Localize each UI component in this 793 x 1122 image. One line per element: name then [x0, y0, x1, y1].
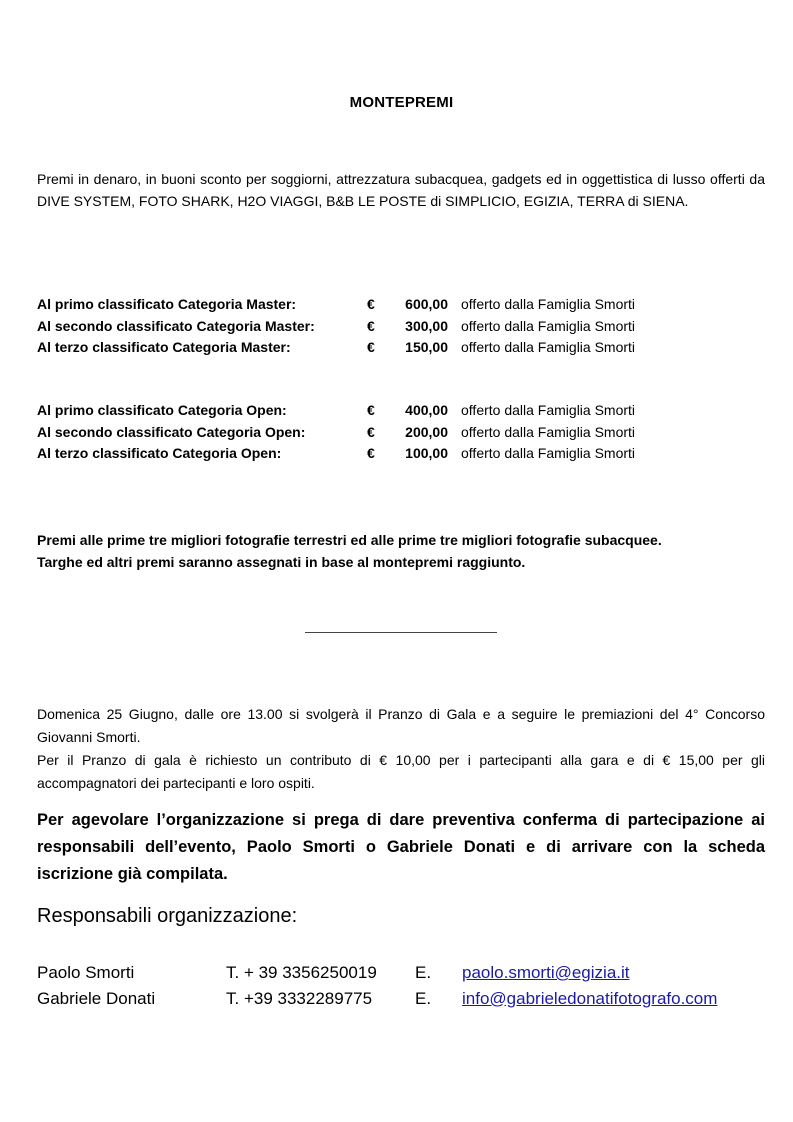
prize-label: Al terzo classificato Categoria Master: — [37, 339, 291, 355]
prize-row-master-3 — [37, 339, 777, 361]
photo-prizes-line-2: Targhe ed altri premi saranno assegnati in base al montepremi raggiunto. — [37, 553, 526, 570]
currency-symbol: € — [367, 317, 375, 334]
photo-prizes-line-1: Premi alle prime tre migliori fotografie terrestri ed alle prime tre migliori fotografie subacquee. — [37, 532, 662, 548]
confirmation-notice: Per agevolare l’organizzazione si prega di dare preventiva conferma di partecipazione ai responsabili dell’evento, Paolo Smorti o Gabriele Donati e di arrivare con la scheda iscrizione già compilata. — [37, 811, 765, 883]
prize-row-open-1 — [37, 402, 777, 424]
prize-row-master-1 — [37, 296, 777, 318]
prize-amount: 400,00 — [405, 402, 448, 418]
currency-symbol: € — [367, 423, 375, 440]
contact-name: Paolo Smorti — [37, 963, 135, 982]
contact-phone: T. +39 3332289775 — [226, 988, 373, 1008]
prize-donor: offerto dalla Famiglia Smorti — [461, 296, 636, 312]
prize-label: Al primo classificato Categoria Master: — [37, 296, 297, 312]
prize-donor: offerto dalla Famiglia Smorti — [461, 445, 636, 461]
prize-row-master-2 — [37, 318, 777, 340]
contact-name: Gabriele Donati — [37, 988, 156, 1008]
contact-email-link[interactable]: paolo.smorti@egizia.it — [462, 963, 630, 982]
prize-amount: 300,00 — [405, 317, 448, 334]
prizes-master-list — [37, 296, 777, 361]
prizes-open-list — [37, 402, 777, 467]
contact-row — [37, 989, 777, 1015]
prize-label: Al primo classificato Categoria Open: — [37, 402, 287, 418]
prize-amount: 200,00 — [405, 423, 448, 440]
contacts-list — [37, 963, 777, 1014]
section-divider — [305, 632, 497, 633]
gala-paragraph-2: Per il Pranzo di gala è richiesto un contributo di € 10,00 per i partecipanti alla gara e di € 15,00 per gli accompagnatori dei partecipanti e loro ospiti. — [37, 752, 765, 791]
gala-paragraph-1: Domenica 25 Giugno, dalle ore 13.00 si svolgerà il Pranzo di Gala e a seguire le premiazioni del 4° Concorso Giovanni Smorti. — [37, 706, 765, 745]
photo-prizes-note — [37, 530, 777, 573]
prize-amount: 150,00 — [405, 339, 448, 355]
page-title: MONTEPREMI — [349, 94, 454, 111]
organizers-heading: Responsabili organizzazione: — [37, 905, 298, 927]
contact-email-link[interactable]: info@gabrieledonatifotografo.com — [462, 988, 718, 1008]
contact-row — [37, 963, 777, 989]
prize-amount: 600,00 — [405, 296, 448, 312]
currency-symbol: € — [367, 296, 375, 312]
prize-row-open-3 — [37, 445, 777, 467]
prize-donor: offerto dalla Famiglia Smorti — [461, 402, 636, 418]
email-label: E. — [415, 988, 432, 1008]
currency-symbol: € — [367, 445, 375, 461]
contact-phone: T. + 39 3356250019 — [226, 963, 377, 982]
gala-info — [37, 703, 765, 795]
prize-label: Al secondo classificato Categoria Open: — [37, 423, 306, 440]
intro-paragraph: Premi in denaro, in buoni sconto per soggiorni, attrezzatura subacquea, gadgets ed in oggettistica di lusso offerti da DIVE SYSTEM, FOTO SHARK, H2O VIAGGI, B&B LE POSTE di SIMPLICIO, EGIZIA, TERRA di SIENA. — [37, 171, 765, 209]
email-label: E. — [415, 963, 432, 982]
prize-label: Al secondo classificato Categoria Master: — [37, 317, 315, 334]
prize-donor: offerto dalla Famiglia Smorti — [461, 339, 636, 355]
currency-symbol: € — [367, 402, 375, 418]
prize-row-open-2 — [37, 424, 777, 446]
prize-amount: 100,00 — [405, 445, 448, 461]
prize-donor: offerto dalla Famiglia Smorti — [461, 423, 636, 440]
prize-label: Al terzo classificato Categoria Open: — [37, 445, 282, 461]
currency-symbol: € — [367, 339, 375, 355]
prize-donor: offerto dalla Famiglia Smorti — [461, 317, 636, 334]
